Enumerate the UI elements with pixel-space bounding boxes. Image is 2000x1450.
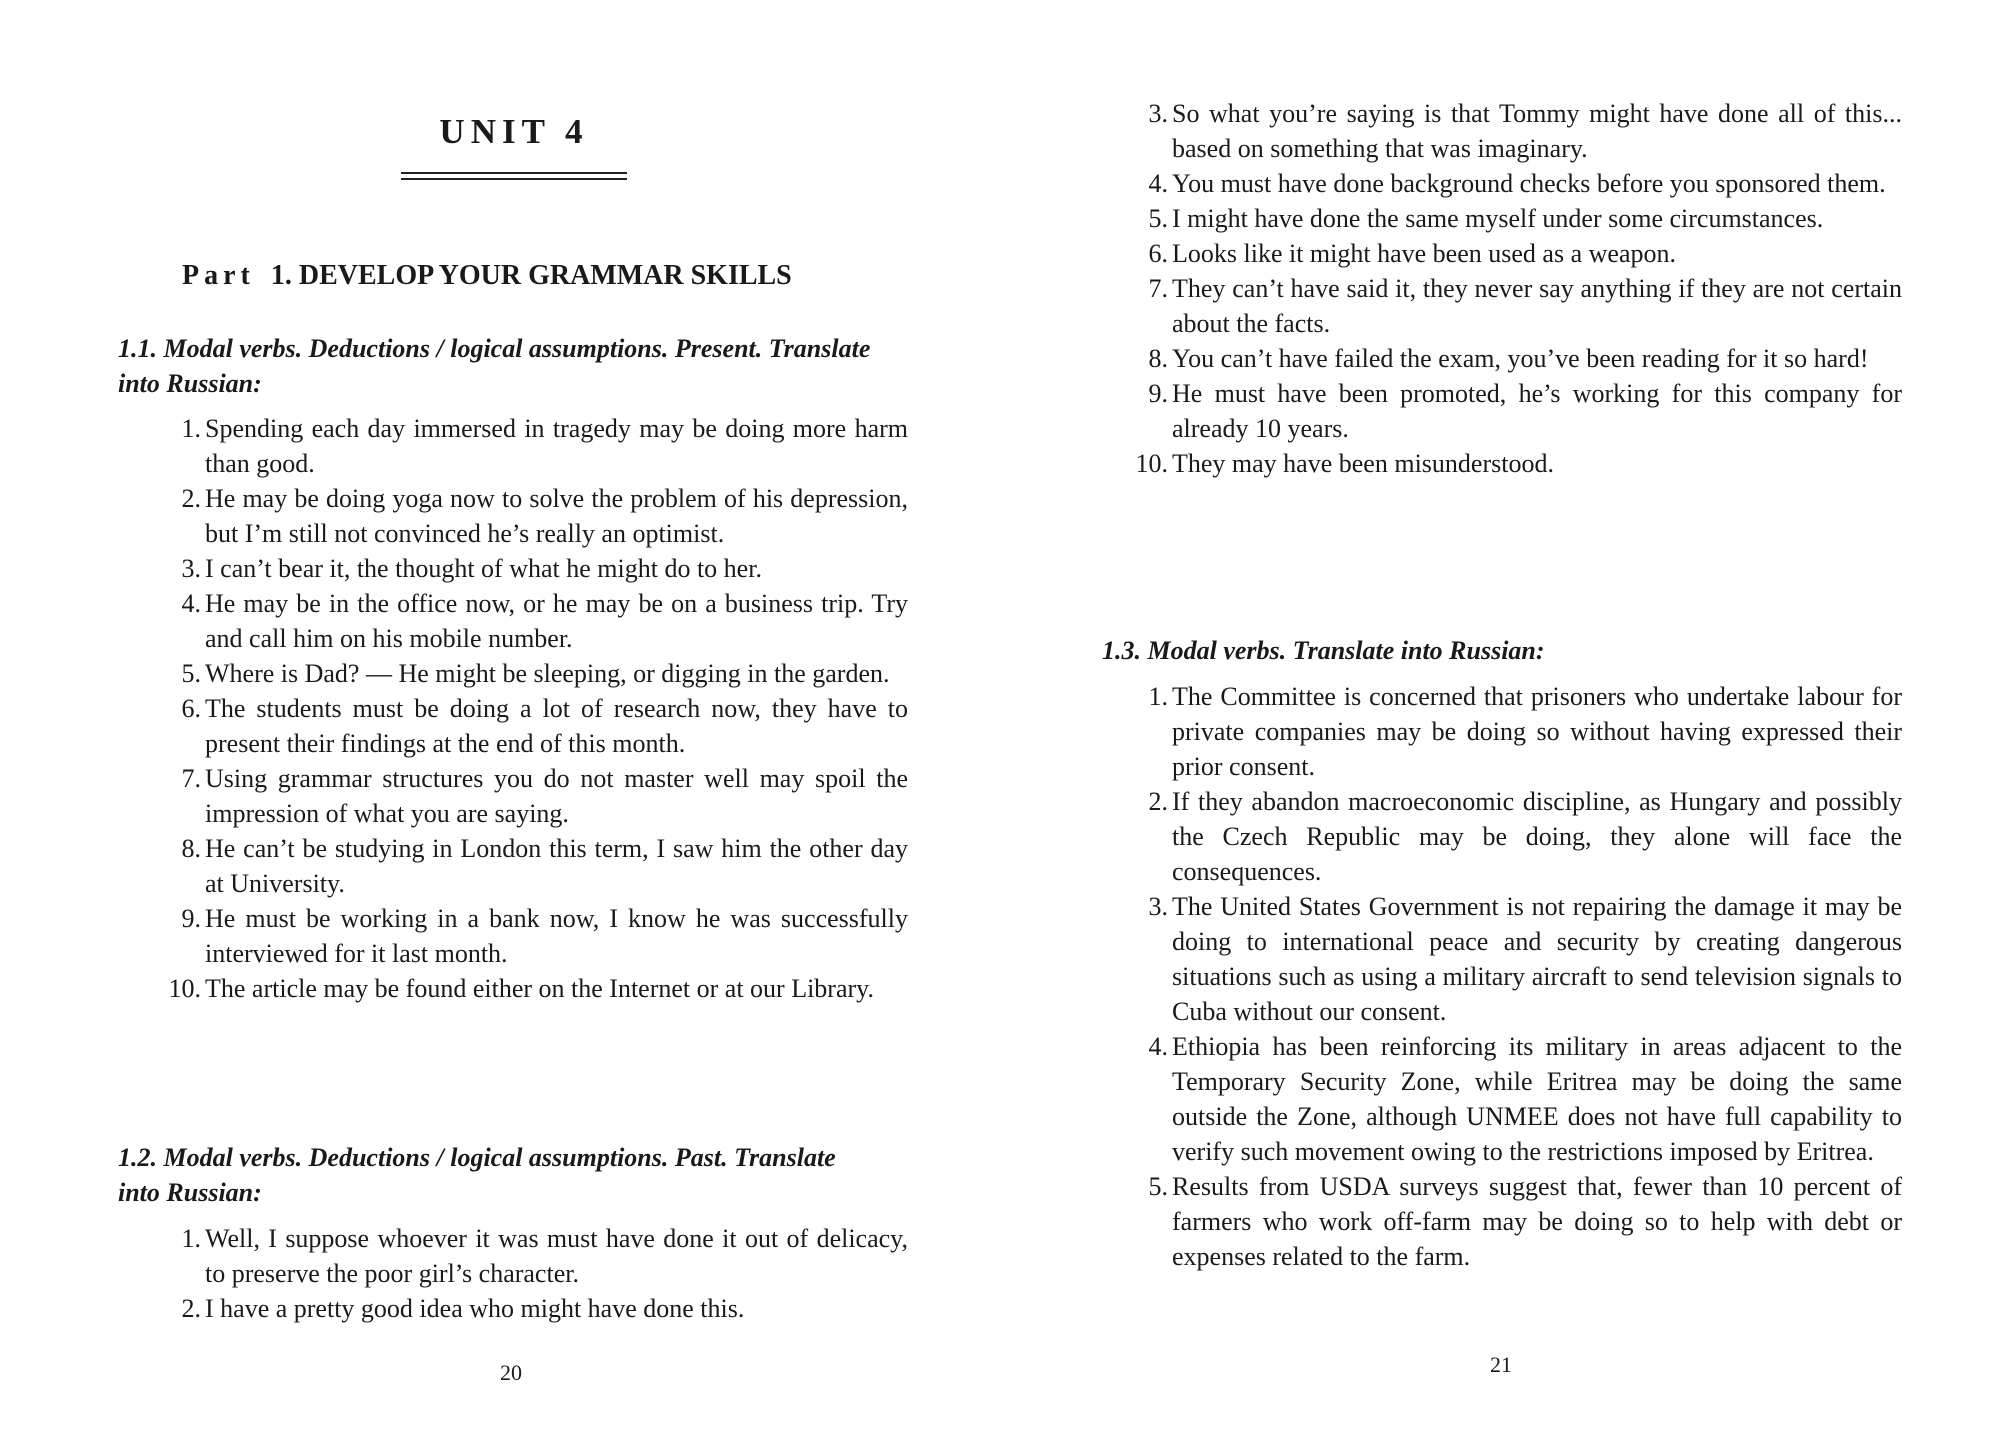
- item-text: You can’t have failed the exam, you’ve been reading for it so hard!: [1172, 344, 1869, 373]
- list-item: [1102, 201, 1902, 236]
- list-item: [1102, 679, 1902, 784]
- list-item: [135, 656, 908, 691]
- item-number: 3.: [1148, 99, 1168, 128]
- list-item: [135, 691, 908, 761]
- item-text: Looks like it might have been used as a weapon.: [1172, 239, 1676, 268]
- section-1-2-list: [135, 1221, 908, 1326]
- section-1-2-list-continued: [1102, 96, 1902, 481]
- list-item: [1102, 376, 1902, 446]
- list-item: [135, 551, 908, 586]
- item-text: The United States Government is not repairing the damage it may be doing to international peace and security by creating dangerous situations such as using a military aircraft to send television signals to Cuba without our consent.: [1172, 892, 1902, 1026]
- list-item: [135, 831, 908, 901]
- item-text: He must be working in a bank now, I know he was successfully interviewed for it last month.: [205, 904, 908, 968]
- item-text: He may be in the office now, or he may be on a business trip. Try and call him on his mobile number.: [205, 589, 908, 653]
- item-number: 9.: [1148, 379, 1168, 408]
- list-item: [135, 761, 908, 831]
- item-text: Where is Dad? — He might be sleeping, or digging in the garden.: [205, 659, 890, 688]
- section-1-1-heading: [118, 331, 908, 401]
- list-item: [1102, 889, 1902, 1029]
- list-item: [1102, 96, 1902, 166]
- item-text: They may have been misunderstood.: [1172, 449, 1554, 478]
- list-item: [1102, 236, 1902, 271]
- item-text: Ethiopia has been reinforcing its military in areas adjacent to the Temporary Security Zone, while Eritrea may be doing the same outside the Zone, although UNMEE does not have full capability to verify such movement owing to the restrictions imposed by Eritrea.: [1172, 1032, 1902, 1166]
- item-number: 1.: [181, 1224, 201, 1253]
- list-item: [1102, 341, 1902, 376]
- item-text: The Committee is concerned that prisoners who undertake labour for private companies may be doing so without having expressed their prior consent.: [1172, 682, 1902, 781]
- item-text: If they abandon macroeconomic discipline, as Hungary and possibly the Czech Republic may be doing, they alone will face the consequences.: [1172, 787, 1902, 886]
- list-item: [1102, 784, 1902, 889]
- item-text: Well, I suppose whoever it was must have done it out of delicacy, to preserve the poor girl’s character.: [205, 1224, 908, 1288]
- item-number: 6.: [1148, 239, 1168, 268]
- item-text: You must have done background checks before you sponsored them.: [1172, 169, 1886, 198]
- list-item: [135, 411, 908, 481]
- item-number: 2.: [181, 1294, 201, 1323]
- list-item: [1102, 446, 1902, 481]
- item-number: 5.: [1148, 1172, 1168, 1201]
- item-number: 5.: [181, 659, 201, 688]
- item-text: He must have been promoted, he’s working for this company for already 10 years.: [1172, 379, 1902, 443]
- item-text: The students must be doing a lot of research now, they have to present their findings at the end of this month.: [205, 694, 908, 758]
- section-heading-line: 1.2. Modal verbs. Deductions / logical assumptions. Past. Translate: [118, 1143, 836, 1172]
- section-1-3-heading: 1.3. Modal verbs. Translate into Russian:: [1102, 636, 1545, 665]
- page-number: 21: [1490, 1352, 1512, 1377]
- item-number: 8.: [181, 834, 201, 863]
- section-1-2-heading: [118, 1140, 908, 1210]
- list-item: [135, 586, 908, 656]
- item-number: 7.: [181, 764, 201, 793]
- section-1-1-list: [135, 411, 908, 1006]
- item-text: So what you’re saying is that Tommy might have done all of this... based on something that was imaginary.: [1172, 99, 1902, 163]
- item-number: 9.: [181, 904, 201, 933]
- item-number: 2.: [181, 484, 201, 513]
- section-heading-line: 1.1. Modal verbs. Deductions / logical assumptions. Present. Translate: [118, 334, 871, 363]
- item-number: 4.: [1148, 1032, 1168, 1061]
- item-number: 2.: [1148, 787, 1168, 816]
- right-page: [1000, 0, 2000, 1450]
- item-text: Results from USDA surveys suggest that, fewer than 10 percent of farmers who work off-farm may be doing so to help with debt or expenses related to the farm.: [1172, 1172, 1902, 1271]
- item-number: 1.: [181, 414, 201, 443]
- item-text: He can’t be studying in London this term, I saw him the other day at University.: [205, 834, 908, 898]
- list-item: [135, 1291, 908, 1326]
- list-item: [135, 481, 908, 551]
- item-number: 5.: [1148, 204, 1168, 233]
- item-text: Spending each day immersed in tragedy may be doing more harm than good.: [205, 414, 908, 478]
- section-1-3-list: [1102, 679, 1902, 1274]
- section-heading-line: into Russian:: [118, 1178, 262, 1207]
- item-text: Using grammar structures you do not master well may spoil the impression of what you are saying.: [205, 764, 908, 828]
- list-item: [1102, 271, 1902, 341]
- part-title-text: 1. DEVELOP YOUR GRAMMAR SKILLS: [270, 260, 792, 291]
- page-number: 20: [500, 1360, 522, 1385]
- item-text: The article may be found either on the Internet or at our Library.: [205, 974, 874, 1003]
- item-text: I can’t bear it, the thought of what he might do to her.: [205, 554, 762, 583]
- item-text: I have a pretty good idea who might have done this.: [205, 1294, 745, 1323]
- item-number: 10.: [168, 974, 201, 1003]
- item-number: 4.: [1148, 169, 1168, 198]
- item-number: 8.: [1148, 344, 1168, 373]
- title-underline: [401, 172, 627, 174]
- list-item: [1102, 1029, 1902, 1169]
- item-number: 4.: [181, 589, 201, 618]
- item-number: 3.: [1148, 892, 1168, 921]
- item-text: They can’t have said it, they never say anything if they are not certain about the facts.: [1172, 274, 1902, 338]
- item-number: 10.: [1135, 449, 1168, 478]
- list-item: [135, 901, 908, 971]
- part-label: Part: [182, 260, 255, 291]
- unit-title: UNIT 4: [439, 112, 589, 151]
- list-item: [1102, 1169, 1902, 1274]
- list-item: [135, 1221, 908, 1291]
- list-item: [1102, 166, 1902, 201]
- item-text: He may be doing yoga now to solve the problem of his depression, but I’m still not convinced he’s really an optimist.: [205, 484, 908, 548]
- section-heading-line: into Russian:: [118, 369, 262, 398]
- part-title: [182, 260, 922, 292]
- item-number: 7.: [1148, 274, 1168, 303]
- list-item: [135, 971, 908, 1006]
- item-number: 6.: [181, 694, 201, 723]
- title-underline: [401, 178, 627, 180]
- item-number: 3.: [181, 554, 201, 583]
- item-number: 1.: [1148, 682, 1168, 711]
- item-text: I might have done the same myself under some circumstances.: [1172, 204, 1824, 233]
